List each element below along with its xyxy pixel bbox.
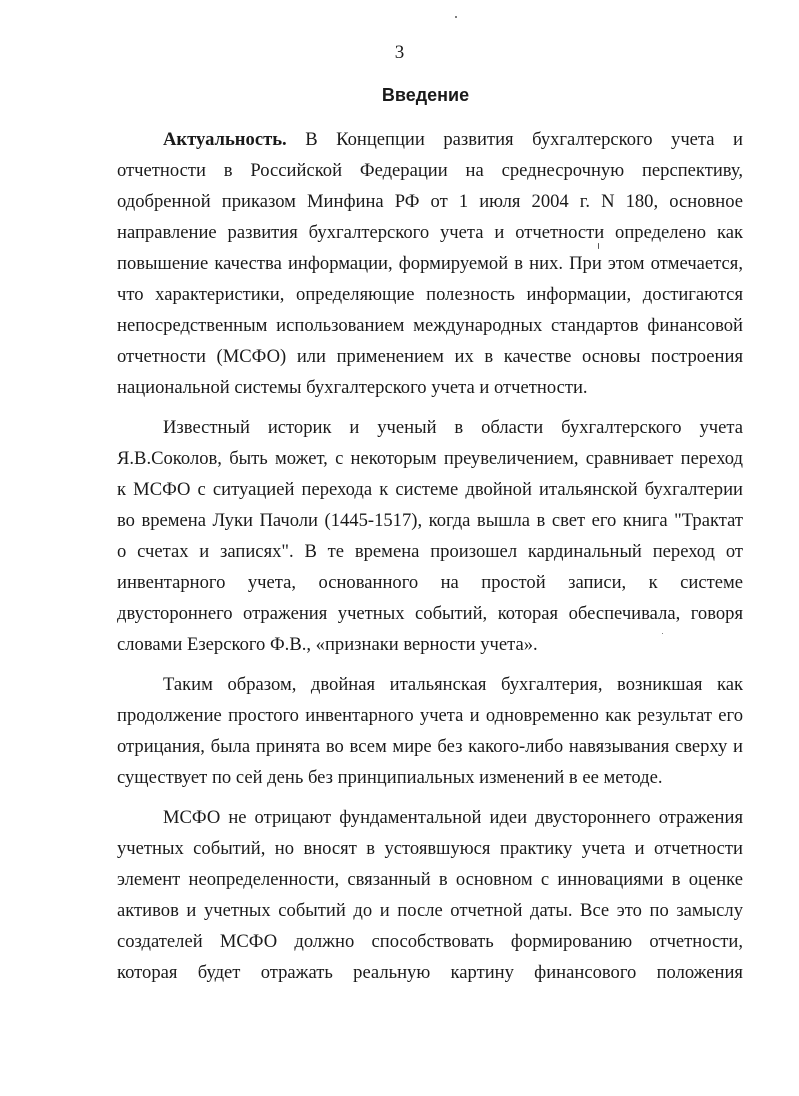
paragraph-line: непосредственным использованием международных стандартов финансовой — [117, 315, 743, 336]
paragraph-line: к МСФО с ситуацией перехода к системе двойной итальянской бухгалтерии — [117, 479, 743, 500]
paragraph-line: национальной системы бухгалтерского учета и отчетности. — [117, 377, 588, 398]
paragraph-line: активов и учетных событий до и после отчетной даты. Все это по замыслу — [117, 900, 743, 921]
paragraph-4 — [117, 802, 743, 988]
paragraph-line: что характеристики, определяющие полезность информации, достигаются — [117, 284, 743, 305]
section-title: Введение — [381, 85, 470, 105]
paragraph-line: элемент неопределенности, связанный в основном с инновациями в оценке — [117, 869, 743, 890]
paragraph-line: двустороннего отражения учетных событий, которая обеспечивала, говоря — [117, 603, 743, 624]
paragraph-line: Известный историк и ученый в области бухгалтерского учета — [163, 417, 743, 438]
paragraph-lead: Актуальность. — [163, 129, 287, 150]
paragraph-line: о счетах и записях". В те времена произошел кардинальный переход от — [117, 541, 743, 562]
paragraph-line: во времена Луки Пачоли (1445-1517), когда вышла в свет его книга "Трактат — [117, 510, 743, 531]
document-body — [117, 124, 743, 997]
paragraph-line: продолжение простого инвентарного учета и одновременно как результат его — [117, 705, 743, 726]
paragraph-line: МСФО не отрицают фундаментальной идеи двустороннего отражения — [163, 807, 743, 828]
paragraph-line: одобренной приказом Минфина РФ от 1 июля 2004 г. N 180, основное — [117, 191, 743, 212]
paragraph-2 — [117, 412, 743, 660]
paragraph-line: отчетности (МСФО) или применением их в качестве основы построения — [117, 346, 743, 367]
paragraph-line: учетных событий, но вносят в устоявшуюся практику учета и отчетности — [117, 838, 743, 859]
paragraph-line: Таким образом, двойная итальянская бухгалтерия, возникшая как — [163, 674, 743, 695]
paragraph-line: отчетности в Российской Федерации на среднесрочную перспективу, — [117, 160, 743, 181]
scan-speck — [455, 16, 457, 18]
page-number: 3 — [394, 42, 405, 63]
paragraph-line: инвентарного учета, основанного на простой записи, к системе — [117, 572, 743, 593]
paragraph-line: отрицания, была принята во всем мире без какого-либо навязывания сверху и — [117, 736, 743, 757]
paragraph-line: существует по сей день без принципиальных изменений в ее методе. — [117, 767, 663, 788]
paragraph-line: словами Езерского Ф.В., «признаки верности учета». — [117, 634, 538, 655]
paragraph-line: которая будет отражать реальную картину финансового положения — [117, 962, 743, 983]
paragraph-line: Актуальность. В Концепции развития бухгалтерского учета и — [163, 129, 743, 150]
paragraph-1 — [117, 124, 743, 403]
paragraph-line: создателей МСФО должно способствовать формированию отчетности, — [117, 931, 743, 952]
paragraph-3 — [117, 669, 743, 793]
paragraph-line: повышение качества информации, формируемой в них. При этом отмечается, — [117, 253, 743, 274]
paragraph-line: направление развития бухгалтерского учета и отчетности определено как — [117, 222, 743, 243]
paragraph-line: Я.В.Соколов, быть может, с некоторым преувеличением, сравнивает переход — [117, 448, 743, 469]
